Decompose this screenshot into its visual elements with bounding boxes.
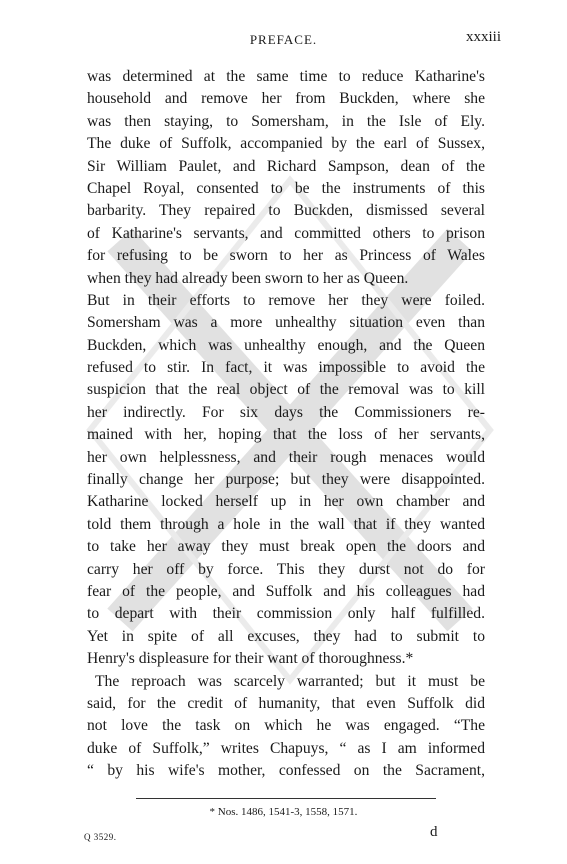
text-line: The duke of Suffolk, accompanied by the earl of Sussex, [87,135,485,153]
text-line: said, for the credit of humanity, that even Suffolk did [87,694,485,712]
text-line: finally change her purpose; but they were disappointed. [87,471,485,489]
text-line: The reproach was scarcely warranted; but it must be [95,672,485,690]
text-line: Yet in spite of all excuses, they had to submit to [87,627,485,645]
text-line: Somersham was a more unhealthy situation even than [87,314,485,332]
text-line: Chapel Royal, consented to be the instruments of this [87,179,485,197]
text-line: was then staying, to Somersham, in the Isle of Ely. [87,112,485,130]
text-line: refused to stir. In fact, it was impossible to avoid the [87,359,485,377]
footnote: * Nos. 1486, 1541-3, 1558, 1571. [209,806,358,818]
text-line: when they had already been sworn to her as Queen. [87,269,409,287]
text-line: her indirectly. For six days the Commissioners re- [87,403,485,421]
running-title: PREFACE. [249,32,318,47]
signature-mark: Q 3529. [84,832,117,842]
text-line: But in their efforts to remove her they were foiled. [87,291,485,309]
text-line: barbarity. They repaired to Buckden, dismissed several [87,202,485,220]
text-line: Katharine locked herself up in her own chamber and [87,493,485,511]
text-line: Buckden, which was unhealthy enough, and the Queen [87,336,485,354]
signature-letter: d [430,824,438,840]
text-line: household and remove her from Buckden, where she [87,90,485,108]
text-line: told them through a hole in the wall that if they wanted [87,515,485,533]
text-line: carry her off by force. This they durst not do for [87,560,485,578]
text-line: suspicion that the real object of the removal was to kill [87,381,485,399]
text-line: to depart with their commission only half fulfilled. [87,605,485,623]
body-text [87,66,485,783]
text-line: for refusing to be sworn to her as Princess of Wales [87,247,485,265]
running-header [0,29,567,54]
page-number: xxxiii [465,29,501,45]
text-line: Henry's displeasure for their want of thoroughness.* [87,650,414,668]
text-line: “ by his wife's mother, confessed on the Sacrament, [87,762,485,780]
text-line: Sir William Paulet, and Richard Sampson, dean of the [87,157,485,175]
text-line: her own helplessness, and their rough menaces would [87,448,485,466]
text-line: duke of Suffolk,” writes Chapuys, “ as I am informed [87,739,485,757]
text-line: not love the task on which he was engaged. “The [87,717,485,735]
text-line: to take her away they must break open the doors and [87,538,485,556]
text-line: was determined at the same time to reduce Katharine's [87,68,485,85]
text-line: of Katharine's servants, and committed others to prison [87,224,485,242]
text-line: fear of the people, and Suffolk and his colleagues had [87,582,485,600]
text-line: mained with her, hoping that the loss of her servants, [87,426,485,444]
footnote-rule [136,798,436,799]
